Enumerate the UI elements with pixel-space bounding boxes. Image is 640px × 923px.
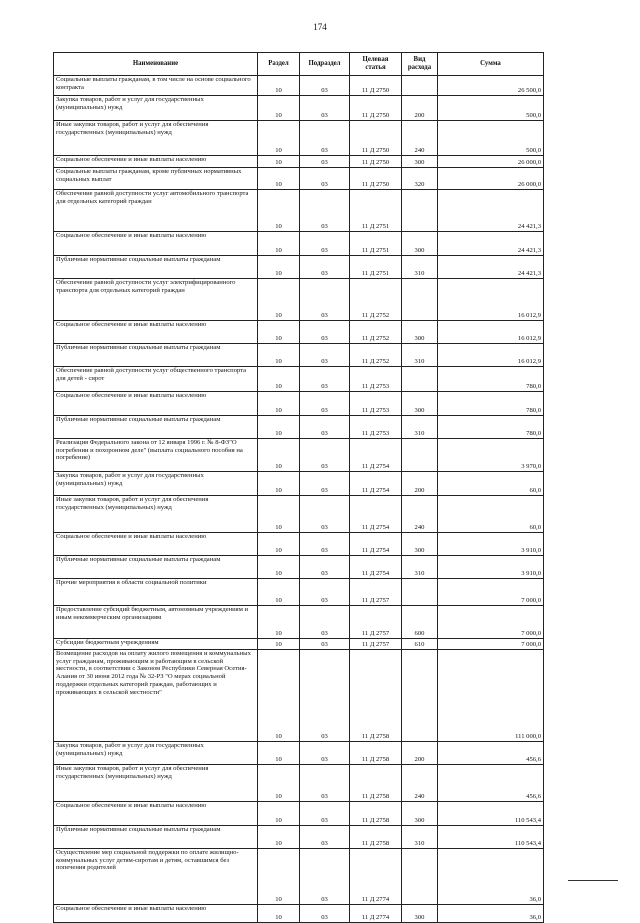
row-subsection: 03: [300, 496, 350, 533]
row-name: Субсидии бюджетным учреждениям: [54, 639, 258, 650]
row-amount: 7 000,0: [438, 606, 544, 639]
row-subsection: 03: [300, 765, 350, 802]
row-article: 11 Д 2757: [350, 579, 402, 606]
row-article: 11 Д 2752: [350, 279, 402, 321]
row-article: 11 Д 2754: [350, 533, 402, 556]
row-amount: 456,6: [438, 742, 544, 765]
row-amount: 3 910,0: [438, 533, 544, 556]
row-article: 11 Д 2758: [350, 742, 402, 765]
row-expense-type: 310: [402, 826, 438, 849]
row-section: 10: [258, 344, 300, 367]
row-section: 10: [258, 416, 300, 439]
header-section: Раздел: [258, 53, 300, 76]
row-subsection: 03: [300, 606, 350, 639]
row-amount: 16 012,9: [438, 279, 544, 321]
row-article: 11 Д 2752: [350, 321, 402, 344]
table-row: [54, 121, 544, 156]
row-subsection: 03: [300, 232, 350, 256]
row-section: 10: [258, 279, 300, 321]
row-article: 11 Д 2757: [350, 606, 402, 639]
row-article: 11 Д 2750: [350, 168, 402, 190]
row-name: Закупка товаров, работ и услуг для государственных (муниципальных) нужд: [54, 742, 258, 765]
row-section: 10: [258, 96, 300, 121]
table-row: [54, 416, 544, 439]
row-subsection: 03: [300, 279, 350, 321]
row-section: 10: [258, 321, 300, 344]
row-subsection: 03: [300, 392, 350, 416]
row-subsection: 03: [300, 439, 350, 472]
row-expense-type: [402, 279, 438, 321]
row-article: 11 Д 2754: [350, 472, 402, 496]
row-name: Закупка товаров, работ и услуг для государственных (муниципальных) нужд: [54, 472, 258, 496]
row-amount: 456,6: [438, 765, 544, 802]
row-amount: 110 543,4: [438, 826, 544, 849]
row-article: 11 Д 2774: [350, 905, 402, 923]
row-article: 11 Д 2751: [350, 232, 402, 256]
row-expense-type: 200: [402, 96, 438, 121]
table-row: [54, 344, 544, 367]
row-section: 10: [258, 905, 300, 923]
row-expense-type: 310: [402, 256, 438, 279]
row-expense-type: 600: [402, 606, 438, 639]
table-row: [54, 533, 544, 556]
row-subsection: 03: [300, 321, 350, 344]
row-expense-type: [402, 579, 438, 606]
row-amount: 26 500,0: [438, 76, 544, 96]
row-section: 10: [258, 579, 300, 606]
row-name: Закупка товаров, работ и услуг для государственных (муниципальных) нужд: [54, 96, 258, 121]
row-name: Обеспечение равной доступности услуг электрифицированного транспорта для отдельных категорий граждан: [54, 279, 258, 321]
row-expense-type: 240: [402, 496, 438, 533]
table-row: [54, 849, 544, 905]
row-section: 10: [258, 765, 300, 802]
table-row: [54, 496, 544, 533]
row-section: 10: [258, 392, 300, 416]
row-article: 11 Д 2751: [350, 190, 402, 232]
row-subsection: 03: [300, 905, 350, 923]
table-row: [54, 156, 544, 168]
table-row: [54, 321, 544, 344]
table-row: [54, 556, 544, 579]
table-row: [54, 742, 544, 765]
row-name: Социальное обеспечение и иные выплаты населению: [54, 392, 258, 416]
table-body: [54, 76, 544, 923]
row-section: 10: [258, 156, 300, 168]
row-article: 11 Д 2754: [350, 496, 402, 533]
row-section: 10: [258, 606, 300, 639]
row-subsection: 03: [300, 472, 350, 496]
row-article: 11 Д 2752: [350, 344, 402, 367]
row-subsection: 03: [300, 802, 350, 826]
row-amount: 60,0: [438, 472, 544, 496]
row-article: 11 Д 2758: [350, 650, 402, 742]
row-article: 11 Д 2757: [350, 639, 402, 650]
row-expense-type: 200: [402, 742, 438, 765]
row-expense-type: 300: [402, 232, 438, 256]
table-row: [54, 76, 544, 96]
row-name: Иные закупки товаров, работ и услуг для обеспечения государственных (муниципальных) нужд: [54, 121, 258, 156]
row-article: 11 Д 2753: [350, 367, 402, 392]
row-name: Реализация Федерального закона от 12 января 1996 г. № 8-ФЗ"О погребении и похоронном деле" (выплата социального пособия на погребение): [54, 439, 258, 472]
row-expense-type: 200: [402, 472, 438, 496]
row-amount: 780,0: [438, 416, 544, 439]
row-subsection: 03: [300, 76, 350, 96]
row-amount: 780,0: [438, 367, 544, 392]
row-section: 10: [258, 121, 300, 156]
row-expense-type: [402, 650, 438, 742]
row-expense-type: 310: [402, 416, 438, 439]
row-name: Обеспечение равной доступности услуг автомобильного транспорта для отдельных категорий граждан: [54, 190, 258, 232]
header-amount: Сумма: [438, 53, 544, 76]
row-amount: 16 012,9: [438, 321, 544, 344]
row-expense-type: 240: [402, 765, 438, 802]
row-name: Публичные нормативные социальные выплаты гражданам: [54, 416, 258, 439]
row-section: 10: [258, 533, 300, 556]
header-subsection: Подраздел: [300, 53, 350, 76]
row-expense-type: 300: [402, 905, 438, 923]
row-name: Иные закупки товаров, работ и услуг для обеспечения государственных (муниципальных) нужд: [54, 765, 258, 802]
row-subsection: 03: [300, 556, 350, 579]
table-row: [54, 190, 544, 232]
row-amount: 24 421,3: [438, 190, 544, 232]
table-row: [54, 639, 544, 650]
row-section: 10: [258, 496, 300, 533]
header-expense-type: Вид расхода: [402, 53, 438, 76]
row-expense-type: 310: [402, 344, 438, 367]
row-subsection: 03: [300, 256, 350, 279]
row-expense-type: 320: [402, 168, 438, 190]
row-amount: 3 910,0: [438, 556, 544, 579]
row-article: 11 Д 2750: [350, 156, 402, 168]
row-article: 11 Д 2758: [350, 826, 402, 849]
row-name: Социальное обеспечение и иные выплаты населению: [54, 802, 258, 826]
row-section: 10: [258, 826, 300, 849]
row-subsection: 03: [300, 579, 350, 606]
table-row: [54, 579, 544, 606]
row-section: 10: [258, 439, 300, 472]
row-expense-type: [402, 367, 438, 392]
table-row: [54, 168, 544, 190]
table-row: [54, 256, 544, 279]
row-subsection: 03: [300, 156, 350, 168]
row-expense-type: 300: [402, 533, 438, 556]
row-amount: 7 000,0: [438, 579, 544, 606]
row-expense-type: [402, 849, 438, 905]
row-amount: 3 970,0: [438, 439, 544, 472]
row-name: Осуществление мер социальной поддержки по оплате жилищно-коммунальных услуг детям-сиротам и детям, оставшимся без попечения родителей: [54, 849, 258, 905]
row-section: 10: [258, 742, 300, 765]
row-name: Публичные нормативные социальные выплаты гражданам: [54, 826, 258, 849]
row-subsection: 03: [300, 416, 350, 439]
row-subsection: 03: [300, 742, 350, 765]
row-expense-type: 300: [402, 321, 438, 344]
table-row: [54, 765, 544, 802]
row-amount: 110 543,4: [438, 802, 544, 826]
table-row: [54, 279, 544, 321]
row-subsection: 03: [300, 190, 350, 232]
row-expense-type: 610: [402, 639, 438, 650]
page-number: 174: [313, 22, 327, 32]
row-amount: 7 000,0: [438, 639, 544, 650]
row-article: 11 Д 2754: [350, 556, 402, 579]
row-name: Обеспечение равной доступности услуг общественного транспорта для детей - сирот: [54, 367, 258, 392]
row-amount: 16 012,9: [438, 344, 544, 367]
table-row: [54, 826, 544, 849]
row-expense-type: 310: [402, 556, 438, 579]
row-amount: 24 421,3: [438, 232, 544, 256]
row-name: Социальное обеспечение и иные выплаты населению: [54, 533, 258, 556]
row-subsection: 03: [300, 96, 350, 121]
row-expense-type: 240: [402, 121, 438, 156]
table-row: [54, 905, 544, 923]
table-row: [54, 802, 544, 826]
row-article: 11 Д 2750: [350, 121, 402, 156]
row-name: Публичные нормативные социальные выплаты гражданам: [54, 256, 258, 279]
row-section: 10: [258, 472, 300, 496]
row-section: 10: [258, 168, 300, 190]
header-name: Наименование: [54, 53, 258, 76]
row-subsection: 03: [300, 344, 350, 367]
row-section: 10: [258, 232, 300, 256]
row-subsection: 03: [300, 849, 350, 905]
table-row: [54, 96, 544, 121]
row-subsection: 03: [300, 533, 350, 556]
row-subsection: 03: [300, 367, 350, 392]
row-expense-type: 300: [402, 156, 438, 168]
row-expense-type: [402, 76, 438, 96]
row-section: 10: [258, 849, 300, 905]
header-target-article: Целевая статья: [350, 53, 402, 76]
row-article: 11 Д 2753: [350, 392, 402, 416]
row-name: Социальное обеспечение и иные выплаты населению: [54, 321, 258, 344]
row-section: 10: [258, 190, 300, 232]
row-name: Социальное обеспечение и иные выплаты населению: [54, 156, 258, 168]
row-section: 10: [258, 367, 300, 392]
table-row: [54, 439, 544, 472]
row-section: 10: [258, 639, 300, 650]
table-row: [54, 367, 544, 392]
row-section: 10: [258, 76, 300, 96]
row-amount: 500,0: [438, 121, 544, 156]
table-row: [54, 232, 544, 256]
row-name: Публичные нормативные социальные выплаты гражданам: [54, 556, 258, 579]
row-name: Возмещение расходов на оплату жилого помещения и коммунальных услуг гражданам, проживающим и работающим в сельской местности, в соответствии с Законом Республики Северная Осетия-Алания от 30 июня 2012 года № 32-РЗ "О мерах социальной поддержки отдельных категорий граждан, работающих и проживающих в сельской местности": [54, 650, 258, 742]
footer-rule: [568, 880, 618, 881]
row-name: Иные закупки товаров, работ и услуг для обеспечения государственных (муниципальных) нужд: [54, 496, 258, 533]
row-amount: 111 000,0: [438, 650, 544, 742]
row-amount: 780,0: [438, 392, 544, 416]
row-name: Социальное обеспечение и иные выплаты населению: [54, 232, 258, 256]
row-name: Предоставление субсидий бюджетным, автономным учреждениям и иным некоммерческим организациям: [54, 606, 258, 639]
table-row: [54, 472, 544, 496]
row-subsection: 03: [300, 121, 350, 156]
row-article: 11 Д 2758: [350, 802, 402, 826]
row-section: 10: [258, 650, 300, 742]
row-amount: 26 000,0: [438, 156, 544, 168]
row-expense-type: [402, 190, 438, 232]
budget-table: [53, 52, 544, 923]
row-article: 11 Д 2758: [350, 765, 402, 802]
row-article: 11 Д 2750: [350, 96, 402, 121]
row-article: 11 Д 2774: [350, 849, 402, 905]
table-row: [54, 650, 544, 742]
table-row: [54, 606, 544, 639]
table-header-row: [54, 53, 544, 76]
row-amount: 500,0: [438, 96, 544, 121]
row-expense-type: [402, 439, 438, 472]
table-row: [54, 392, 544, 416]
row-expense-type: 300: [402, 392, 438, 416]
row-name: Социальные выплаты гражданам, кроме публичных нормативных социальных выплат: [54, 168, 258, 190]
row-subsection: 03: [300, 650, 350, 742]
row-section: 10: [258, 256, 300, 279]
row-amount: 60,0: [438, 496, 544, 533]
row-article: 11 Д 2753: [350, 416, 402, 439]
row-subsection: 03: [300, 639, 350, 650]
row-name: Социальное обеспечение и иные выплаты населению: [54, 905, 258, 923]
row-section: 10: [258, 556, 300, 579]
row-subsection: 03: [300, 826, 350, 849]
row-name: Публичные нормативные социальные выплаты гражданам: [54, 344, 258, 367]
row-article: 11 Д 2754: [350, 439, 402, 472]
row-amount: 36,0: [438, 849, 544, 905]
row-name: Социальные выплаты гражданам, в том числе на основе социального контракта: [54, 76, 258, 96]
row-amount: 26 000,0: [438, 168, 544, 190]
row-article: 11 Д 2750: [350, 76, 402, 96]
row-amount: 36,0: [438, 905, 544, 923]
row-expense-type: 300: [402, 802, 438, 826]
row-name: Прочие мероприятия в области социальной политики: [54, 579, 258, 606]
row-subsection: 03: [300, 168, 350, 190]
row-amount: 24 421,3: [438, 256, 544, 279]
row-section: 10: [258, 802, 300, 826]
row-article: 11 Д 2751: [350, 256, 402, 279]
